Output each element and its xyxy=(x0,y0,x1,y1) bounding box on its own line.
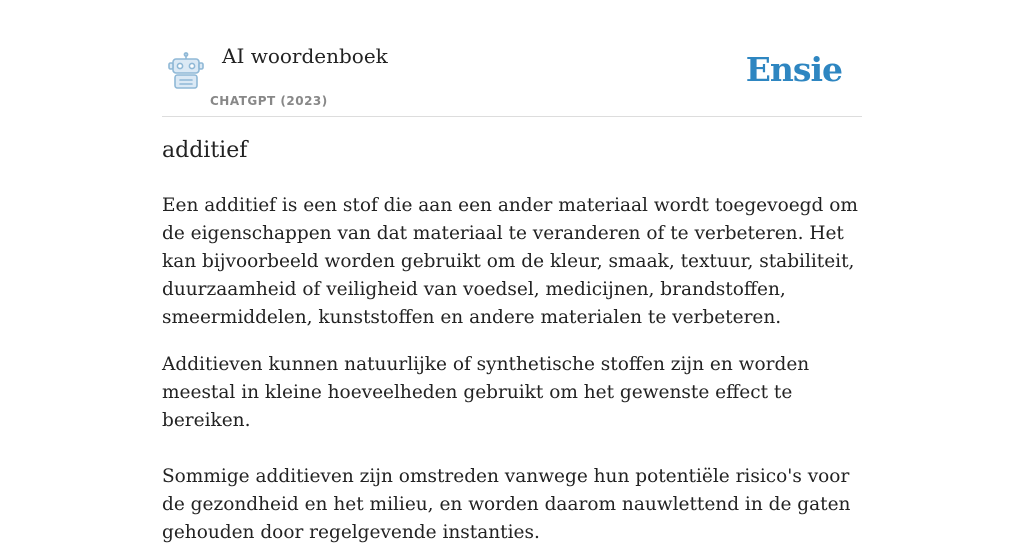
definition-paragraph: Additieven kunnen natuurlijke of synthetische stoffen zijn en worden meestal in kleine hoeveelheden gebruikt om het gewenste effect te bereiken. xyxy=(162,354,810,431)
entry-term: additief xyxy=(162,138,248,163)
ensie-logo[interactable]: Ensie xyxy=(745,50,842,89)
robot-icon xyxy=(166,52,206,90)
source-title[interactable]: AI woordenboek xyxy=(222,44,388,68)
definition-paragraph: Een additief is een stof die aan een ander materiaal wordt toegevoegd om de eigenschappen van dat materiaal te veranderen of te verbeteren. Het kan bijvoorbeeld worden gebruikt om de kleur, smaak, textuur, stabiliteit, duurzaamheid of veiligheid van voedsel, medicijnen, brandstoffen, smeermiddelen, kunststoffen en andere materialen te verbeteren. xyxy=(162,195,858,328)
definition-paragraph: Sommige additieven zijn omstreden vanwege hun potentiële risico's voor de gezondheid en het milieu, en worden daarom nauwlettend in de gaten gehouden door regelgevende instanties. xyxy=(162,466,851,543)
header xyxy=(162,0,862,117)
source-subtitle: CHATGPT (2023) xyxy=(210,94,328,108)
entry-definition xyxy=(162,192,862,547)
